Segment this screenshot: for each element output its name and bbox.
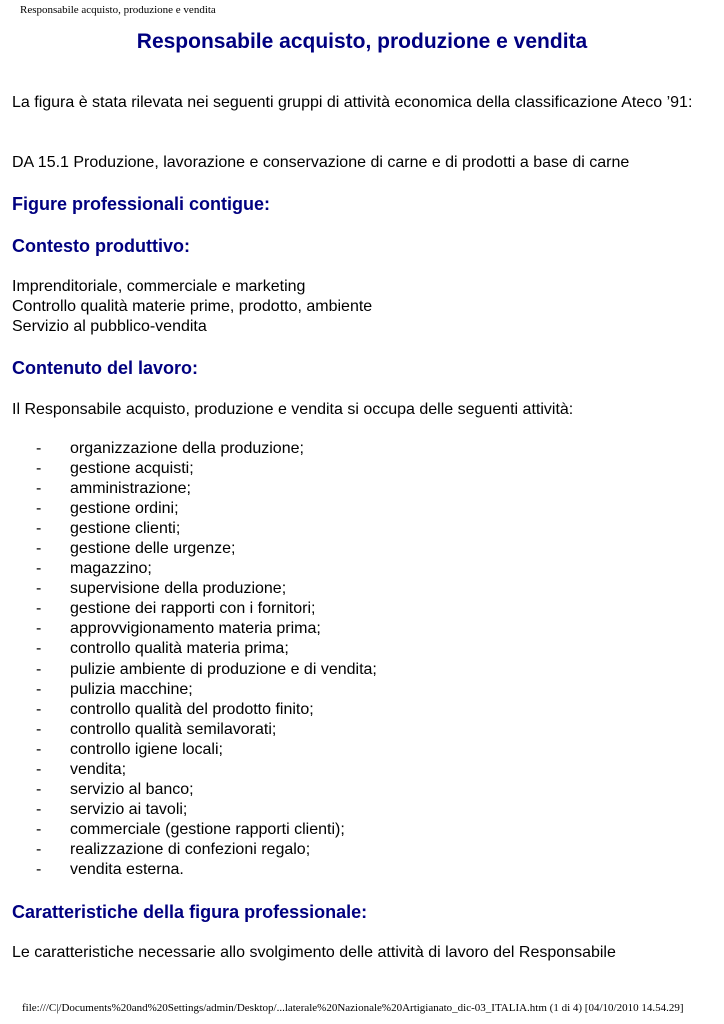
contesto-line: Servizio al pubblico-vendita (12, 318, 207, 335)
list-bullet: - (36, 740, 42, 758)
list-item (0, 579, 724, 599)
list-bullet: - (36, 480, 42, 498)
list-item-text: controllo igiene locali; (70, 740, 223, 758)
list-item (0, 539, 724, 559)
list-item-text: gestione clienti; (70, 520, 181, 538)
list-bullet: - (36, 860, 42, 878)
list-bullet: - (36, 700, 42, 718)
list-bullet: - (36, 460, 42, 478)
list-item-text: realizzazione di confezioni regalo; (70, 840, 311, 858)
list-item (0, 720, 724, 740)
list-item (0, 499, 724, 519)
caratteristiche-paragraph: Le caratteristiche necessarie allo svolgimento delle attività di lavoro del Responsabile (12, 944, 616, 961)
list-bullet: - (36, 660, 42, 678)
list-item-text: controllo qualità materia prima; (70, 640, 289, 658)
list-item-text: pulizia macchine; (70, 680, 193, 698)
list-bullet: - (36, 540, 42, 558)
list-item (0, 740, 724, 760)
list-item-text: controllo qualità semilavorati; (70, 720, 277, 738)
list-item (0, 840, 724, 860)
list-bullet: - (36, 500, 42, 518)
list-item (0, 479, 724, 499)
list-item-text: servizio ai tavoli; (70, 800, 188, 818)
list-item (0, 559, 724, 579)
list-item (0, 820, 724, 840)
list-bullet: - (36, 760, 42, 778)
list-item (0, 599, 724, 619)
heading-figure-contigue: Figure professionali contigue: (12, 194, 271, 214)
list-item-text: organizzazione della produzione; (70, 440, 304, 457)
list-bullet: - (36, 580, 42, 598)
list-bullet: - (36, 640, 42, 658)
list-bullet: - (36, 720, 42, 738)
contesto-line: Controllo qualità materie prime, prodotto, ambiente (12, 298, 373, 315)
heading-contenuto-lavoro: Contenuto del lavoro: (12, 358, 198, 378)
list-bullet: - (36, 560, 42, 578)
list-item (0, 459, 724, 479)
list-bullet: - (36, 780, 42, 798)
list-item-text: gestione dei rapporti con i fornitori; (70, 600, 316, 618)
list-bullet: - (36, 800, 42, 818)
list-item (0, 660, 724, 680)
intro-paragraph: La figura è stata rilevata nei seguenti gruppi di attività economica della classificazione Ateco ’91: (12, 94, 693, 111)
browser-print-footer: file:///C|/Documents%20and%20Settings/admin/Desktop/...laterale%20Nazionale%20Artigianato_dic-03_ITALIA.htm (1 di 4) [04/10/2010 14.54.29] (22, 1002, 684, 1014)
list-item-text: approvvigionamento materia prima; (70, 620, 321, 638)
list-item-text: vendita esterna. (70, 860, 184, 878)
list-item-text: gestione ordini; (70, 500, 179, 518)
list-item-text: gestione delle urgenze; (70, 540, 236, 558)
list-item (0, 860, 724, 880)
list-item-text: supervisione della produzione; (70, 580, 287, 598)
list-item-text: pulizie ambiente di produzione e di vendita; (70, 660, 377, 678)
list-item (0, 619, 724, 639)
list-item (0, 760, 724, 780)
list-item (0, 800, 724, 820)
list-item-text: commerciale (gestione rapporti clienti); (70, 820, 345, 838)
list-item (0, 680, 724, 700)
list-bullet: - (36, 620, 42, 638)
contesto-line: Imprenditoriale, commerciale e marketing (12, 278, 306, 295)
heading-contesto-produttivo: Contesto produttivo: (12, 236, 190, 256)
page-title: Responsabile acquisto, produzione e vendita (136, 30, 588, 53)
list-item (0, 780, 724, 800)
list-bullet: - (36, 520, 42, 538)
list-item (0, 639, 724, 659)
list-item-text: magazzino; (70, 560, 152, 578)
heading-caratteristiche: Caratteristiche della figura professionale: (12, 902, 368, 922)
list-bullet: - (36, 680, 42, 698)
list-item-text: gestione acquisti; (70, 460, 194, 478)
contenuto-intro: Il Responsabile acquisto, produzione e vendita si occupa delle seguenti attività: (12, 401, 574, 418)
list-bullet: - (36, 600, 42, 618)
list-bullet: - (36, 820, 42, 838)
contesto-list (12, 277, 712, 337)
list-item (0, 519, 724, 539)
list-item-text: vendita; (70, 760, 127, 778)
list-bullet: - (36, 440, 42, 457)
list-item (0, 439, 724, 459)
list-item-text: controllo qualità del prodotto finito; (70, 700, 314, 718)
list-item-text: servizio al banco; (70, 780, 194, 798)
activity-list (0, 439, 724, 880)
ateco-code-paragraph: DA 15.1 Produzione, lavorazione e conservazione di carne e di prodotti a base di carne (12, 154, 630, 171)
list-bullet: - (36, 840, 42, 858)
list-item-text: amministrazione; (70, 480, 191, 498)
list-item (0, 700, 724, 720)
browser-print-header: Responsabile acquisto, produzione e vendita (20, 4, 216, 16)
